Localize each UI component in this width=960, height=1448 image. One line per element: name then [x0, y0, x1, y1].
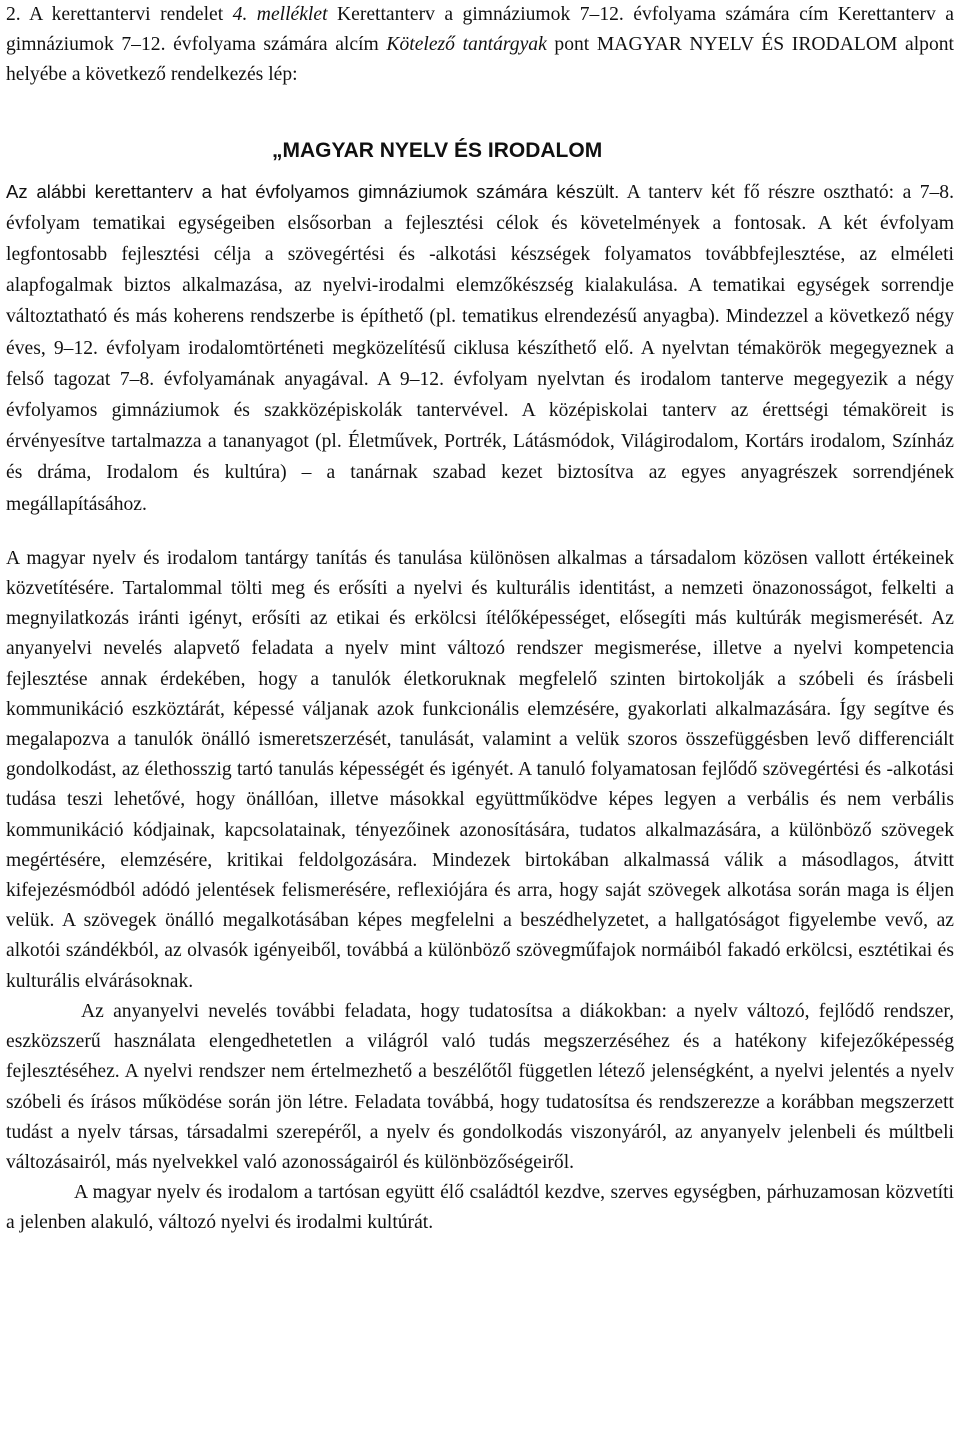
overview-body: A tanterv két fő részre osztható: a 7–8. évfolyam tematikai egységeiben elsősorban a fejlesztési célok és követelmények a fontosak. A két évfolyam legfontosabb fejlesztési célja a szövegértési és -alkotási készségek folyamatos továbbfejlesztése, az elméleti alapfogalmak biztos alkalmazása, az nyelvi-irodalmi elemzőkészség kialakulása. A tematikai egységek sorrendje változtatható és más koherens rendszerbe is építhető (pl. tematikus elrendezésű anyagba). Mindezzel a következő négy éves, 9–12. évfolyam irodalomtörténeti megközelítésű ciklusa készíthető elő. A nyelvtan témakörök megegyeznek a felső tagozat 7–8. évfolyamának anyagával. A 9–12. évfolyam nyelvtan és irodalom tanterve megegyezik a négy évfolyamos gimnáziumok és szakközépiskolák tantervével. A középiskolai tanterv az érettségi témaköreit is érvényesítve tartalmazza a tananyagot (pl. Életművek, Portrék, Látásmódok, Világirodalom, Kortárs irodalom, Színház és dráma, Irodalom és kultúra) – a tanárnak szabad kezet biztosítva az egyes anyagrészek sorrendjének megállapításához.: [6, 181, 955, 515]
intro-italic-subject: Kötelező tantárgyak: [386, 34, 547, 56]
subject-role-paragraph: A magyar nyelv és irodalom tantárgy tanítás és tanulása különösen alkalmas a társadalom közösen vallott értékeinek közvetítésére. Tartalommal tölti meg és erősíti a nyelvi és kulturális identitást, a nemzeti önazonosságot, felkelti a megnyilatkozás iránti igényt, erősíti az etikai és erkölcsi ítélőképességet, elősegíti más kultúrák megismerését. Az anyanyelvi nevelés alapvető feladata a nyelv mint változó rendszer megismerése, illetve a nyelvi kompetencia fejlesztése annak érdekében, hogy a tanulók életkoruknak megfelelő szinten birtokolják a szóbeli és írásbeli kommunikáció eszköztárát, képessé váljanak azok funkcionális elemzésére, gyakorlati alkalmazására. Így segítve és megalapozva a tanulók önálló ismeretszerzését, tanulását, valamint a velük szoros összefüggésben levő differenciált gondolkodást, az élethosszig tartó tanulás képességét és igényét. A tanuló folyamatosan fejlődő szövegértési és -alkotási tudása teszi lehetővé, hogy önállóan, illetve másokkal együttműködve képes legyen a verbális és nem verbális kommunikáció kódjainak, kapcsolatainak, tényezőinek azonosítására, tudatos alkalmazására, a különböző szövegek megértésére, elemzésére, kritikai feldolgozására. Mindezek birtokában alkalmassá válik a másodlagos, átvitt kifejezésmódból adódó jelentések felismerésére, reflexiójára és arra, hogy saját szövegek alkotása során maga is éljen velük. A szövegek önálló megalkotásában képes megfelelni a beszédhelyzetet, a hallgatóságot figyelembe vevő, az alkotói szándékból, az olvasók igényeiből, továbbá a különböző szövegműfajok normáiból fakadó erkölcsi, esztétikai és kulturális elvárásoknak.: [6, 547, 954, 992]
curriculum-overview-paragraph: [6, 177, 954, 520]
closing-paragraph: A magyar nyelv és irodalom a tartósan együtt élő családtól kezdve, szerves egységben, párhuzamosan közvetíti a jelenben alakuló, változó nyelvi és irodalmi kultúrát.: [6, 1182, 954, 1234]
intro-text: pont MAGYAR NYELV ÉS IRODALOM alpont helyébe a következő rendelkezés lép:: [6, 34, 954, 86]
intro-text: 2. A kerettantervi rendelet: [6, 4, 233, 25]
section-heading: „MAGYAR NYELV ÉS IRODALOM: [272, 138, 603, 162]
intro-paragraph: [6, 0, 954, 91]
mother-tongue-paragraph: Az anyanyelvi nevelés további feladata, hogy tudatosítsa a diákokban: a nyelv változó, fejlődő rendszer, eszközszerű használata elengedhetetlen a világról való tudás megszerzéséhez és a hatékony kifejezőképesség fejlesztéséhez. A nyelvi rendszer nem értelmezhető a beszélőtől független létező jelenségként, a nyelvi jelentés a nyelv szóbeli és írásos működése során jön létre. Feladata továbbá, hogy tudatosítsa és rendszerezze a korábban megszerzett tudást a nyelv társas, társadalmi szerepéről, a nyelv és gondolkodás viszonyáról, az anyanyelv jelenbeli és múltbeli változásairól, más nyelvekkel való azonosságairól és különbözőségeiről.: [6, 1000, 954, 1173]
overview-lead-sentence: Az alábbi kerettanterv a hat évfolyamos gimnáziumok számára készült.: [6, 180, 620, 202]
intro-text: Kerettanterv a gimnáziumok 7–12. évfolyama számára cím Kerettanterv a gimnáziumok 7–12. évfolyama számára alcím: [6, 4, 954, 56]
intro-italic-annex: 4. melléklet: [232, 4, 328, 25]
